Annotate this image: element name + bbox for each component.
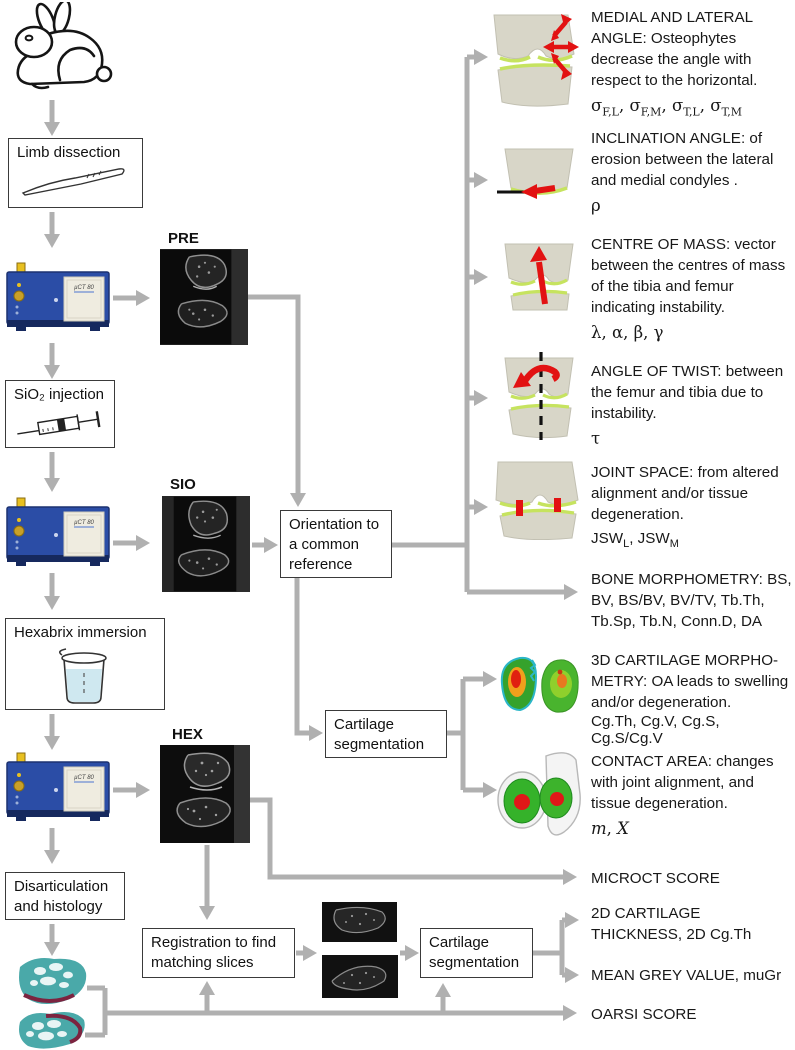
microct-scanner-illustration-1 [4, 260, 114, 340]
ct-scan-image-hex [160, 745, 250, 843]
rabbit-illustration [4, 2, 122, 98]
outcome-symbols: $JSW_L$, $JSW_M$ [591, 530, 679, 551]
outcome-symbols: τ [591, 429, 601, 448]
outcome-text: 3D CARTILAGE MORPHO-METRY: OA leads to swelling and/or degeneration. [591, 652, 789, 711]
knee-icon-inclination-angle [497, 146, 581, 206]
svg-text:µCT 80: µCT 80 [74, 775, 94, 781]
ct-slice-small-1 [322, 902, 397, 942]
svg-text:µCT 80: µCT 80 [74, 520, 94, 526]
orientation-label: Orientation to a common reference [289, 516, 380, 573]
sio-scan-label: SIO [170, 476, 196, 493]
registration-box [142, 928, 295, 978]
cartilage-segmentation-label-1: Cartilage segmentation [334, 716, 425, 753]
outcome-text: INCLINATION ANGLE: of erosion between the lateral and medial condyles . [591, 130, 774, 189]
outcome-3d-cartilage-morphometry [591, 650, 793, 747]
score-mean-grey-value: MEAN GREY VALUE, muGr [591, 967, 782, 984]
outcome-text: BONE MORPHOMETRY: BS, BV, BS/BV, BV/TV, Tb.Th, Tb.Sp, Tb.N, Conn.D, DA [591, 571, 792, 630]
ct-scan-image-sio [162, 495, 250, 593]
outcome-bone-morphometry [591, 569, 793, 632]
histology-slice-image-1 [14, 955, 90, 1005]
outcome-medial-lateral-angle [591, 7, 793, 118]
knee-icon-centre-of-mass [497, 242, 581, 312]
outcome-joint-space [591, 462, 793, 550]
microct-scanner-illustration-3 [4, 750, 114, 830]
limb-dissection-box [8, 138, 143, 208]
outcome-text: CENTRE OF MASS: vector between the centres of mass of the tibia and femur indicating instability. [591, 236, 786, 316]
score-microct: MICROCT SCORE [591, 870, 720, 887]
orientation-box [280, 510, 392, 578]
outcome-symbols: $\sigma_{F,L}$, $\sigma_{F,M}$, $\sigma_{T,L}$, $\sigma_{T,M}$ [591, 96, 742, 119]
hexabrix-immersion-label: Hexabrix immersion [14, 624, 147, 641]
ct-scan-image-pre [160, 249, 248, 345]
outcome-text: CONTACT AREA: changes with joint alignment, and tissue degeneration. [591, 753, 774, 812]
cartilage-segmentation-box-2 [420, 928, 533, 978]
knee-icon-medial-lateral-angle [488, 12, 580, 108]
syringe-icon [14, 405, 108, 439]
sio2-injection-label: SiO₂ injection [14, 386, 105, 403]
score-2d-cartilage-thickness: 2D CARTILAGE THICKNESS, 2D Cg.Th [591, 905, 752, 943]
ct-slice-small-2 [322, 955, 398, 998]
outcome-angle-of-twist [591, 361, 793, 448]
score-oarsi: OARSI SCORE [591, 1006, 697, 1023]
outcome-inclination-angle [591, 128, 793, 215]
outcome-text: JOINT SPACE: from altered alignment and/or tissue degeneration. [591, 464, 779, 523]
scalpel-icon [17, 165, 135, 199]
outcome-contact-area [591, 751, 793, 838]
limb-dissection-label: Limb dissection [17, 144, 121, 161]
cartilage-3d-map-image [498, 650, 582, 726]
cartilage-segmentation-box-1 [325, 710, 447, 758]
pre-scan-label: PRE [168, 230, 199, 247]
contact-area-image [494, 748, 586, 838]
microct-scanner-illustration-2 [4, 495, 114, 575]
outcome-text: ANGLE OF TWIST: between the femur and tibia due to instability. [591, 363, 784, 422]
histology-slice-image-2 [16, 1008, 88, 1050]
svg-text:µCT 80: µCT 80 [74, 285, 94, 291]
outcome-text: MEDIAL AND LATERAL ANGLE: Osteophytes decrease the angle with respect to the horizontal. [591, 9, 758, 89]
outcome-symbols: Cg.Th, Cg.V, Cg.S, Cg.S/Cg.V [591, 713, 720, 747]
hexabrix-immersion-box [5, 618, 165, 710]
outcome-symbols: m, Χ [591, 819, 629, 838]
knee-icon-joint-space [490, 460, 582, 540]
hex-scan-label: HEX [172, 726, 203, 743]
outcome-symbols: ρ [591, 196, 601, 215]
outcome-symbols: λ, α, β, γ [591, 323, 664, 342]
cartilage-segmentation-label-2: Cartilage segmentation [429, 934, 520, 971]
registration-label: Registration to find matching slices [151, 934, 277, 971]
knee-icon-angle-of-twist [497, 352, 581, 440]
sio2-injection-box [5, 380, 115, 448]
disarticulation-label: Disarticulation and histology [14, 878, 109, 915]
beaker-icon [48, 645, 118, 707]
outcome-centre-of-mass [591, 234, 793, 342]
disarticulation-box [5, 872, 125, 920]
